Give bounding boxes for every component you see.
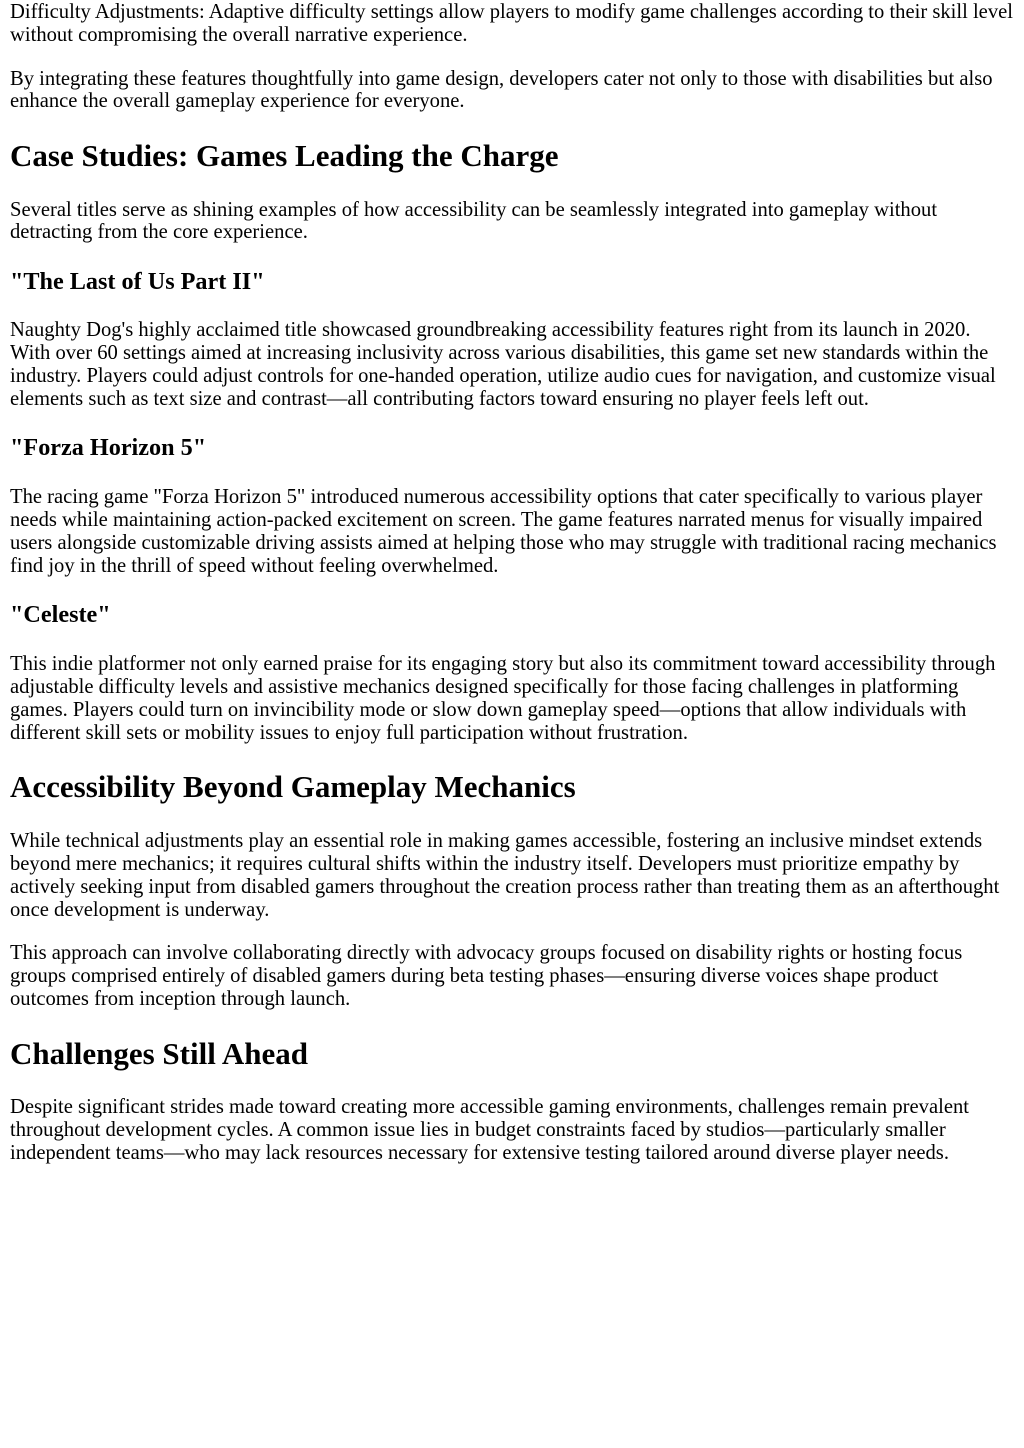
paragraph-despite-strides: Despite significant strides made toward creating more accessible gaming environments, challenges remain prevalent throughout development cycles. A common issue lies in budget constraints faced by studios—particularly smaller independent teams—who may lack resources necessary for extensive testing tailored around diverse player needs. (10, 1096, 969, 1165)
paragraph-this-approach: This approach can involve collaborating directly with advocacy groups focused on disability rights or hosting focus groups comprised entirely of disabled gamers during beta testing phases—ensuring diverse voices shape product outcomes from inception through launch. (10, 942, 963, 1011)
paragraph-several-titles: Several titles serve as shining examples of how accessibility can be seamlessly integrated into gameplay without detracting from the core experience. (10, 198, 938, 244)
section-heading-accessibility-beyond: Accessibility Beyond Gameplay Mechanics (10, 769, 576, 805)
subheading-celeste: "Celeste" (10, 601, 111, 629)
paragraph-difficulty-adjustments: Difficulty Adjustments: Adaptive difficulty settings allow players to modify game challenges according to their skill level without compromising the overall narrative experience. (10, 1, 1013, 46)
paragraph-integrating-features: By integrating these features thoughtfully into game design, developers cater not only to those with disabilities but also enhance the overall gameplay experience for everyone. (10, 67, 993, 113)
paragraph-last-of-us: Naughty Dog's highly acclaimed title showcased groundbreaking accessibility features right from its launch in 2020. With over 60 settings aimed at increasing inclusivity across various disabilities, this game set new standards within the industry. Players could adjust controls for one-handed operation, utilize audio cues for navigation, and customize visual elements such as text size and contrast—all contributing factors toward ensuring no player feels left out. (10, 319, 996, 411)
paragraph-celeste: This indie platformer not only earned praise for its engaging story but also its commitment toward accessibility through adjustable difficulty levels and assistive mechanics designed specifically for those facing challenges in platforming games. Players could turn on invincibility mode or slow down gameplay speed—options that allow individuals with different skill sets or mobility issues to enjoy full participation without frustration. (10, 652, 996, 744)
subheading-last-of-us-part-2: "The Last of Us Part II" (10, 267, 265, 295)
subheading-forza-horizon-5: "Forza Horizon 5" (10, 434, 207, 462)
paragraph-forza-horizon: The racing game "Forza Horizon 5" introduced numerous accessibility options that cater specifically to various player needs while maintaining action-packed excitement on screen. The game features narrated menus for visually impaired users alongside customizable driving assists aimed at helping those who may struggle with traditional racing mechanics find joy in the thrill of speed without feeling overwhelmed. (10, 486, 997, 578)
paragraph-while-technical: While technical adjustments play an essential role in making games accessible, fostering an inclusive mindset extends beyond mere mechanics; it requires cultural shifts within the industry itself. Developers must prioritize empathy by actively seeking input from disabled gamers throughout the creation process rather than treating them as an afterthought once development is underway. (10, 829, 1000, 921)
section-heading-challenges-still-ahead: Challenges Still Ahead (10, 1035, 308, 1071)
section-heading-case-studies: Case Studies: Games Leading the Charge (10, 137, 559, 173)
